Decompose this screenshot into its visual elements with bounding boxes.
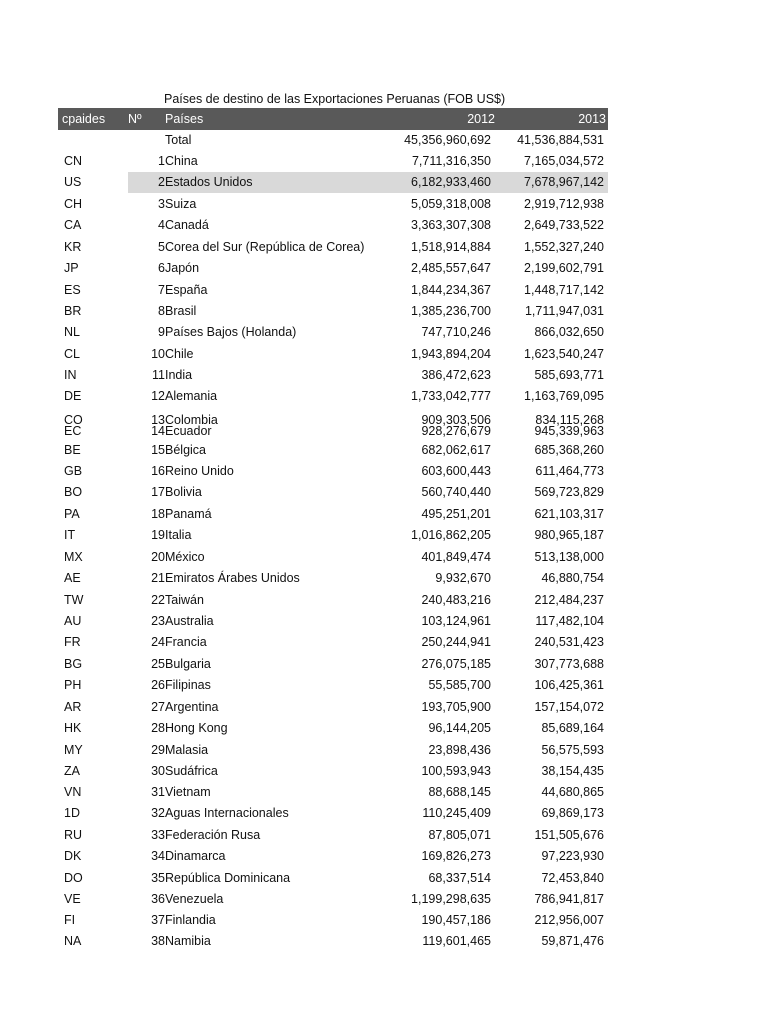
table-row — [58, 590, 608, 611]
cell-value-2012: 87,805,071 — [428, 828, 491, 842]
cell-value-2013: 7,165,034,572 — [524, 154, 604, 168]
cell-value-2013: 2,199,602,791 — [524, 261, 604, 275]
cell-number: 31 — [151, 785, 165, 799]
cell-value-2012: 747,710,246 — [421, 325, 491, 339]
table-row — [58, 215, 608, 236]
cell-value-2013: 866,032,650 — [534, 325, 604, 339]
cell-code: CL — [64, 347, 80, 361]
cell-code: RU — [64, 828, 83, 842]
cell-code: BR — [64, 304, 82, 318]
cell-value-2012: 119,601,465 — [422, 934, 491, 948]
cell-country: Canadá — [165, 218, 209, 232]
cell-number: 3 — [158, 197, 165, 211]
cell-code: AR — [64, 700, 82, 714]
cell-country: Malasia — [165, 743, 209, 757]
cell-country: México — [165, 550, 205, 564]
cell-code: ZA — [64, 764, 80, 778]
cell-value-2013: 46,880,754 — [541, 571, 604, 585]
cell-country: Francia — [165, 635, 207, 649]
header-code: cpaides — [62, 112, 106, 126]
table-row — [58, 482, 608, 503]
cell-value-2012: 1,199,298,635 — [411, 892, 491, 906]
cell-value-2012: 88,688,145 — [428, 785, 491, 799]
cell-value-2012: 1,733,042,777 — [411, 389, 491, 403]
cell-value-2013: 513,138,000 — [534, 550, 604, 564]
cell-country: Federación Rusa — [165, 828, 261, 842]
cell-value-2012: 9,932,670 — [435, 571, 491, 585]
cell-country: Suiza — [165, 197, 197, 211]
cell-code: TW — [64, 593, 84, 607]
table-row — [58, 344, 608, 365]
cell-number: 10 — [151, 347, 165, 361]
cell-country: Aguas Internacionales — [165, 806, 289, 820]
cell-country: Emiratos Árabes Unidos — [165, 571, 300, 585]
cell-country: Bélgica — [165, 443, 206, 457]
cell-country: Ecuador — [165, 424, 212, 438]
cell-country: Taiwán — [165, 593, 204, 607]
cell-value-2012: 2,485,557,647 — [411, 261, 491, 275]
cell-code: KR — [64, 240, 82, 254]
cell-country: Reino Unido — [165, 464, 234, 478]
header-row — [58, 108, 608, 130]
cell-country: República Dominicana — [165, 871, 291, 885]
cell-value-2013: 834,115,268 — [535, 413, 604, 427]
cell-value-2013: 38,154,435 — [541, 764, 604, 778]
cell-value-2013: 117,482,104 — [535, 614, 604, 628]
cell-value-2012: 3,363,307,308 — [411, 218, 491, 232]
table-row — [58, 525, 608, 546]
cell-value-2012: 240,483,216 — [421, 593, 491, 607]
cell-country: Australia — [165, 614, 214, 628]
table-row — [58, 718, 608, 739]
cell-country: Chile — [165, 347, 194, 361]
cell-code: EC — [64, 424, 82, 438]
cell-code: FI — [64, 913, 76, 927]
cell-country: Corea del Sur (República de Corea) — [165, 240, 365, 254]
table-row — [58, 568, 608, 589]
cell-value-2012: 603,600,443 — [421, 464, 491, 478]
table-row — [58, 547, 608, 568]
cell-value-2013: 85,689,164 — [541, 721, 604, 735]
cell-value-2013: 585,693,771 — [534, 368, 604, 382]
cell-country: Brasil — [165, 304, 197, 318]
cell-number: 18 — [151, 507, 165, 521]
cell-value-2012: 1,943,894,204 — [411, 347, 491, 361]
cell-value-2012: 23,898,436 — [428, 743, 491, 757]
cell-value-2012: 1,518,914,884 — [411, 240, 491, 254]
cell-number: 15 — [151, 443, 165, 457]
table-row — [58, 461, 608, 482]
cell-value-2013: 611,464,773 — [535, 464, 604, 478]
cell-country: Bulgaria — [165, 657, 211, 671]
cell-value-2013: 1,711,947,031 — [524, 304, 604, 318]
table-row — [58, 782, 608, 803]
cell-value-2012: 276,075,185 — [421, 657, 491, 671]
cell-country: China — [165, 154, 198, 168]
cell-number: 6 — [158, 261, 165, 275]
table-row — [58, 423, 608, 440]
table-row — [58, 654, 608, 675]
cell-value-2012: 928,276,679 — [421, 424, 491, 438]
cell-value-2012: 250,244,941 — [421, 635, 491, 649]
cell-code: DO — [64, 871, 83, 885]
table-row — [58, 697, 608, 718]
cell-number: 30 — [151, 764, 165, 778]
cell-value-2012: 103,124,961 — [421, 614, 491, 628]
cell-country: España — [165, 283, 208, 297]
cell-code: CN — [64, 154, 83, 168]
cell-value-2013: 621,103,317 — [534, 507, 604, 521]
cell-value-2013: 945,339,963 — [534, 424, 604, 438]
cell-code: CO — [64, 413, 83, 427]
cell-value-2012: 386,472,623 — [421, 368, 491, 382]
cell-country: Estados Unidos — [165, 175, 253, 189]
cell-value-2013: 106,425,361 — [534, 678, 604, 692]
cell-number: 16 — [151, 464, 165, 478]
cell-number: 13 — [151, 413, 165, 427]
table-row — [58, 301, 608, 322]
cell-number: 7 — [158, 283, 165, 297]
table-row — [58, 910, 608, 931]
cell-code: BG — [64, 657, 83, 671]
cell-number: 27 — [151, 700, 165, 714]
cell-code: VE — [64, 892, 81, 906]
cell-code: GB — [64, 464, 83, 478]
cell-value-2013: 212,484,237 — [534, 593, 604, 607]
cell-number: 28 — [151, 721, 165, 735]
cell-value-2013: 1,552,327,240 — [524, 240, 604, 254]
cell-code: AU — [64, 614, 82, 628]
cell-value-2013: 69,869,173 — [541, 806, 604, 820]
cell-number: 24 — [151, 635, 165, 649]
cell-country: Finlandia — [165, 913, 216, 927]
cell-number: 36 — [151, 892, 165, 906]
cell-value-2012: 560,740,440 — [421, 485, 491, 499]
cell-country: Países Bajos (Holanda) — [165, 325, 297, 339]
cell-number: 32 — [151, 806, 165, 820]
cell-code: AE — [64, 571, 81, 585]
cell-number: 38 — [151, 934, 165, 948]
table-row — [58, 258, 608, 279]
cell-country: Colombia — [165, 413, 218, 427]
cell-value-2012: 96,144,205 — [428, 721, 491, 735]
cell-value-2013: 1,623,540,247 — [524, 347, 604, 361]
cell-value-2013: 59,871,476 — [541, 934, 604, 948]
cell-value-2013: 1,163,769,095 — [524, 389, 604, 403]
cell-number: 25 — [151, 657, 165, 671]
table-row — [58, 172, 608, 193]
cell-code: FR — [64, 635, 81, 649]
cell-number: 26 — [151, 678, 165, 692]
total-label: Total — [165, 133, 192, 147]
table-row — [58, 825, 608, 846]
cell-number: 22 — [151, 593, 165, 607]
cell-country: Bolivia — [165, 485, 202, 499]
cell-value-2012: 100,593,943 — [421, 764, 491, 778]
cell-value-2013: 44,680,865 — [541, 785, 604, 799]
cell-code: BO — [64, 485, 83, 499]
table-row — [58, 322, 608, 343]
cell-number: 29 — [151, 743, 165, 757]
table-title: Países de destino de las Exportaciones Peruanas (FOB US$) — [164, 92, 506, 106]
cell-code: PA — [64, 507, 80, 521]
table-row — [58, 440, 608, 461]
cell-country: Vietnam — [165, 785, 211, 799]
cell-code: CH — [64, 197, 83, 211]
cell-number: 9 — [158, 325, 165, 339]
cell-number: 12 — [151, 389, 165, 403]
cell-value-2012: 110,245,409 — [422, 806, 491, 820]
table-row — [58, 889, 608, 910]
cell-code: NA — [64, 934, 82, 948]
cell-value-2012: 5,059,318,008 — [411, 197, 491, 211]
cell-country: Sudáfrica — [165, 764, 218, 778]
cell-value-2013: 685,368,260 — [534, 443, 604, 457]
total-row — [58, 130, 608, 151]
cell-code: 1D — [64, 806, 80, 820]
cell-value-2013: 97,223,930 — [541, 849, 604, 863]
cell-country: Argentina — [165, 700, 219, 714]
cell-number: 34 — [151, 849, 165, 863]
cell-value-2013: 212,956,007 — [534, 913, 604, 927]
cell-code: IN — [64, 368, 77, 382]
cell-number: 21 — [151, 571, 165, 585]
cell-number: 11 — [152, 368, 165, 382]
table-row — [58, 740, 608, 761]
cell-country: Hong Kong — [165, 721, 228, 735]
cell-number: 17 — [151, 485, 165, 499]
cell-code: JP — [64, 261, 79, 275]
table-row — [58, 237, 608, 258]
cell-country: Alemania — [165, 389, 218, 403]
cell-value-2013: 1,448,717,142 — [524, 283, 604, 297]
header-year-2012: 2012 — [467, 112, 495, 126]
table-row — [58, 280, 608, 301]
cell-value-2013: 786,941,817 — [534, 892, 604, 906]
cell-value-2013: 569,723,829 — [534, 485, 604, 499]
cell-code: DE — [64, 389, 82, 403]
cell-number: 2 — [158, 175, 165, 189]
table-row — [58, 868, 608, 889]
cell-value-2013: 7,678,967,142 — [524, 175, 604, 189]
cell-value-2012: 68,337,514 — [428, 871, 491, 885]
header-country: Países — [165, 112, 204, 126]
cell-number: 1 — [158, 154, 165, 168]
cell-code: MY — [64, 743, 83, 757]
cell-value-2012: 6,182,933,460 — [411, 175, 491, 189]
cell-value-2013: 240,531,423 — [534, 635, 604, 649]
cell-number: 37 — [151, 913, 165, 927]
total-2012: 45,356,960,692 — [404, 133, 491, 147]
cell-country: Namibia — [165, 934, 211, 948]
cell-value-2012: 7,711,316,350 — [411, 154, 491, 168]
cell-value-2013: 980,965,187 — [534, 528, 604, 542]
cell-country: Japón — [165, 261, 200, 275]
cell-value-2013: 72,453,840 — [541, 871, 604, 885]
table-row — [58, 504, 608, 525]
cell-value-2012: 55,585,700 — [428, 678, 491, 692]
cell-code: HK — [64, 721, 82, 735]
table-row — [58, 365, 608, 386]
cell-code: NL — [64, 325, 80, 339]
total-2013: 41,536,884,531 — [517, 133, 604, 147]
table-row — [58, 675, 608, 696]
table-row — [58, 194, 608, 215]
cell-number: 19 — [151, 528, 165, 542]
cell-number: 33 — [151, 828, 165, 842]
cell-value-2012: 1,016,862,205 — [411, 528, 491, 542]
cell-code: BE — [64, 443, 81, 457]
cell-number: 14 — [151, 424, 165, 438]
cell-code: US — [64, 175, 82, 189]
cell-value-2013: 157,154,072 — [534, 700, 604, 714]
table-row — [58, 151, 608, 172]
cell-country: Filipinas — [165, 678, 211, 692]
cell-code: DK — [64, 849, 82, 863]
cell-country: India — [165, 368, 193, 382]
cell-country: Venezuela — [165, 892, 224, 906]
cell-code: PH — [64, 678, 82, 692]
cell-number: 5 — [158, 240, 165, 254]
cell-number: 20 — [151, 550, 165, 564]
cell-code: CA — [64, 218, 82, 232]
cell-code: IT — [64, 528, 76, 542]
cell-value-2013: 2,649,733,522 — [524, 218, 604, 232]
cell-value-2012: 909,303,506 — [421, 413, 491, 427]
cell-country: Dinamarca — [165, 849, 226, 863]
header-number: Nº — [128, 112, 142, 126]
cell-code: VN — [64, 785, 82, 799]
table-row — [58, 931, 608, 952]
cell-number: 8 — [158, 304, 165, 318]
cell-code: MX — [64, 550, 83, 564]
cell-value-2012: 495,251,201 — [421, 507, 491, 521]
cell-value-2012: 401,849,474 — [421, 550, 491, 564]
table-row — [58, 386, 608, 407]
cell-value-2012: 682,062,617 — [421, 443, 491, 457]
cell-number: 35 — [151, 871, 165, 885]
cell-value-2012: 169,826,273 — [421, 849, 491, 863]
cell-value-2012: 190,457,186 — [421, 913, 491, 927]
table-row — [58, 846, 608, 867]
cell-value-2013: 151,505,676 — [534, 828, 604, 842]
cell-code: ES — [64, 283, 81, 297]
table-row — [58, 761, 608, 782]
cell-value-2012: 1,385,236,700 — [411, 304, 491, 318]
cell-value-2013: 56,575,593 — [541, 743, 604, 757]
header-year-2013: 2013 — [578, 112, 606, 126]
table-row — [58, 632, 608, 653]
table-row — [58, 611, 608, 632]
cell-country: Panamá — [165, 507, 212, 521]
cell-country: Italia — [165, 528, 192, 542]
cell-value-2013: 2,919,712,938 — [524, 197, 604, 211]
cell-value-2012: 193,705,900 — [421, 700, 491, 714]
table-row — [58, 803, 608, 824]
cell-value-2013: 307,773,688 — [534, 657, 604, 671]
cell-value-2012: 1,844,234,367 — [411, 283, 491, 297]
cell-number: 23 — [151, 614, 165, 628]
cell-number: 4 — [158, 218, 165, 232]
